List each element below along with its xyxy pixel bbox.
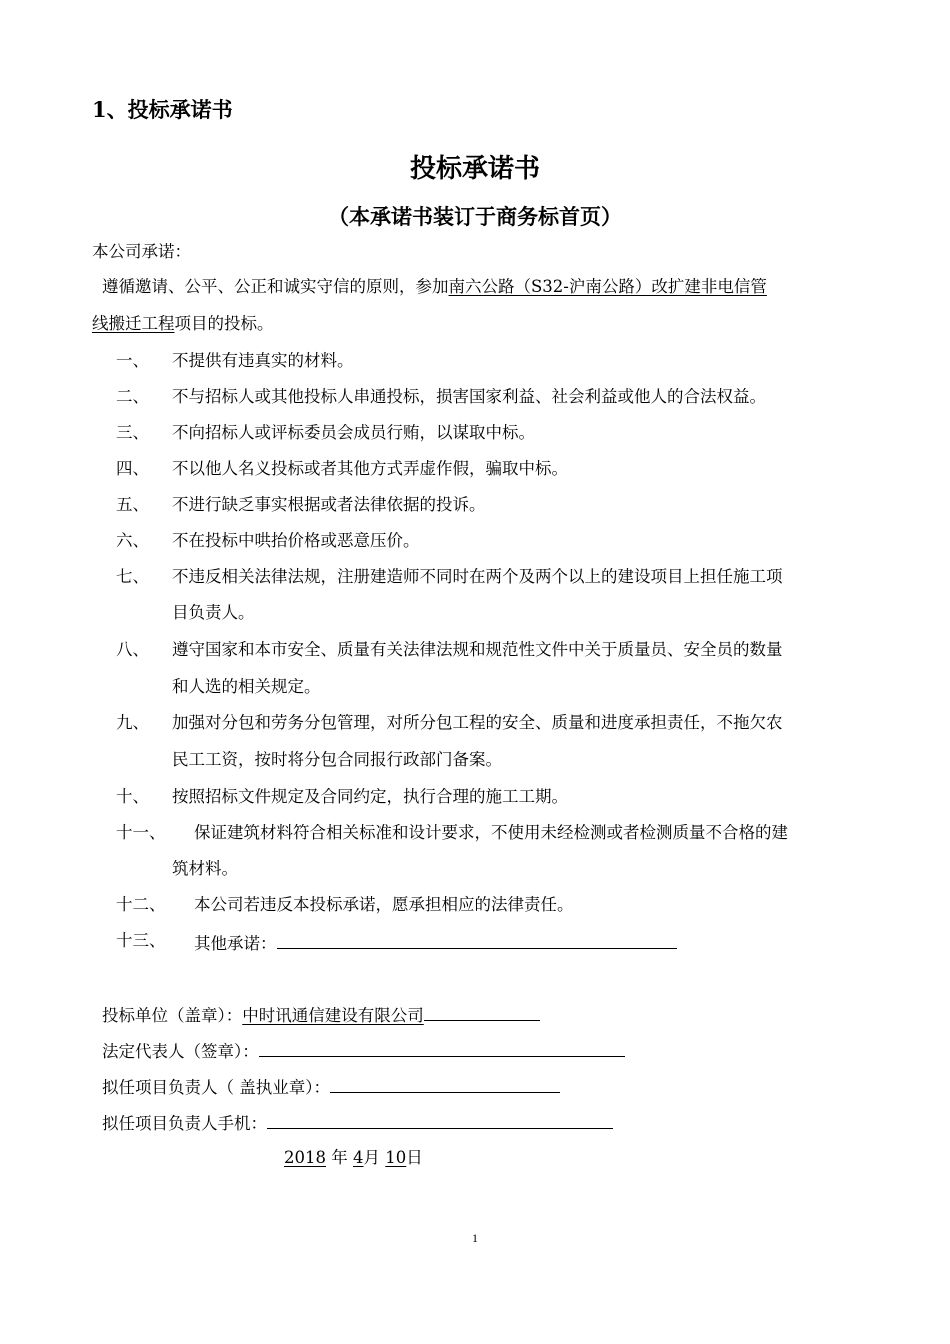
bidder-value: 中时讯通信建设有限公司 [242,1006,424,1025]
item-text: 保证建筑材料符合相关标准和设计要求，不使用未经检测或者检测质量不合格的建 [194,823,788,842]
item-number: 六、 [116,531,149,550]
document-title: 投标承诺书 [409,154,540,184]
item-text: 遵守国家和本市安全、质量有关法律法规和规范性文件中关于质量员、安全员的数量 [172,640,783,659]
section-heading: 1、投标承诺书 [92,97,233,122]
item-text-continuation: 民工工资，按时将分包合同报行政部门备案。 [172,750,502,769]
item-number: 十、 [116,787,149,806]
item-number: 三、 [116,423,149,442]
item-text: 本公司若违反本投标承诺，愿承担相应的法律责任。 [194,895,574,914]
item-number: 四、 [116,459,149,478]
page-number: 1 [472,1231,478,1245]
date-day-value: 10 [385,1148,407,1167]
date-month-unit: 月 [363,1148,380,1167]
date-year: 2018 [284,1148,326,1167]
item-text: 不提供有违真实的材料。 [172,351,354,370]
item-number: 八、 [116,640,149,659]
paragraph-suffix: 项目的投标。 [174,314,274,333]
item-text: 加强对分包和劳务分包管理，对所分包工程的安全、质量和进度承担责任，不拖欠农 [172,713,783,732]
date-line [284,1147,423,1169]
manager-label: 拟任项目负责人（ 盖执业章）： [102,1078,330,1097]
other-commitment-blank[interactable] [277,930,677,949]
paragraph-prefix: 遵循邀请、公平、公正和诚实守信的原则，参加 [102,277,449,296]
item-number: 九、 [116,713,149,732]
item-text-continuation: 目负责人。 [172,603,255,622]
item-text: 不向招标人或评标委员会成员行贿，以谋取中标。 [172,423,535,442]
item-number: 五、 [116,495,149,514]
date-month: 4 [353,1148,364,1167]
document-subtitle: （本承诺书装订于商务标首页） [328,204,622,229]
project-name-part-2: 线搬迁工程 [92,314,175,333]
phone-line [102,1110,613,1135]
bidder-label: 投标单位（盖章）： [102,1006,243,1025]
bidder-line [102,1002,540,1027]
project-name-part-1: 南六公路（S32-沪南公路）改扩建非电信管 [448,277,767,296]
bidder-blank[interactable] [424,1002,540,1021]
phone-blank[interactable] [267,1110,613,1129]
manager-line [102,1074,560,1099]
date-year-unit: 年 [331,1148,348,1167]
date-day [385,1148,406,1167]
phone-label: 拟任项目负责人手机： [102,1114,267,1133]
item-text: 按照招标文件规定及合同约定，执行合理的施工工期。 [172,787,568,806]
item-text-continuation: 筑材料。 [172,859,238,878]
item-number: 十二、 [116,895,166,914]
item-text [194,930,677,955]
intro-text: 本公司承诺： [92,242,191,261]
item-text-continuation: 和人选的相关规定。 [172,677,321,696]
item-text: 不在投标中哄抬价格或恶意压价。 [172,531,420,550]
item-text: 不进行缺乏事实根据或者法律依据的投诉。 [172,495,486,514]
manager-blank[interactable] [330,1074,560,1093]
item-text: 不违反相关法律法规，注册建造师不同时在两个及两个以上的建设项目上担任施工项 [172,567,783,586]
other-commitment-label: 其他承诺： [194,934,277,953]
item-number: 十三、 [116,931,166,950]
item-number: 七、 [116,567,149,586]
legal-rep-label: 法定代表人（签章）： [102,1042,259,1061]
item-number: 一、 [116,351,149,370]
item-number: 二、 [116,387,149,406]
date-day-unit: 日 [406,1148,423,1167]
paragraph-line-1 [102,276,767,298]
legal-rep-blank[interactable] [259,1038,625,1057]
item-text: 不与招标人或其他投标人串通投标，损害国家利益、社会利益或他人的合法权益。 [172,387,766,406]
item-number: 十一、 [116,823,166,842]
legal-rep-line [102,1038,625,1063]
item-text: 不以他人名义投标或者其他方式弄虚作假，骗取中标。 [172,459,568,478]
paragraph-line-2 [92,313,274,335]
